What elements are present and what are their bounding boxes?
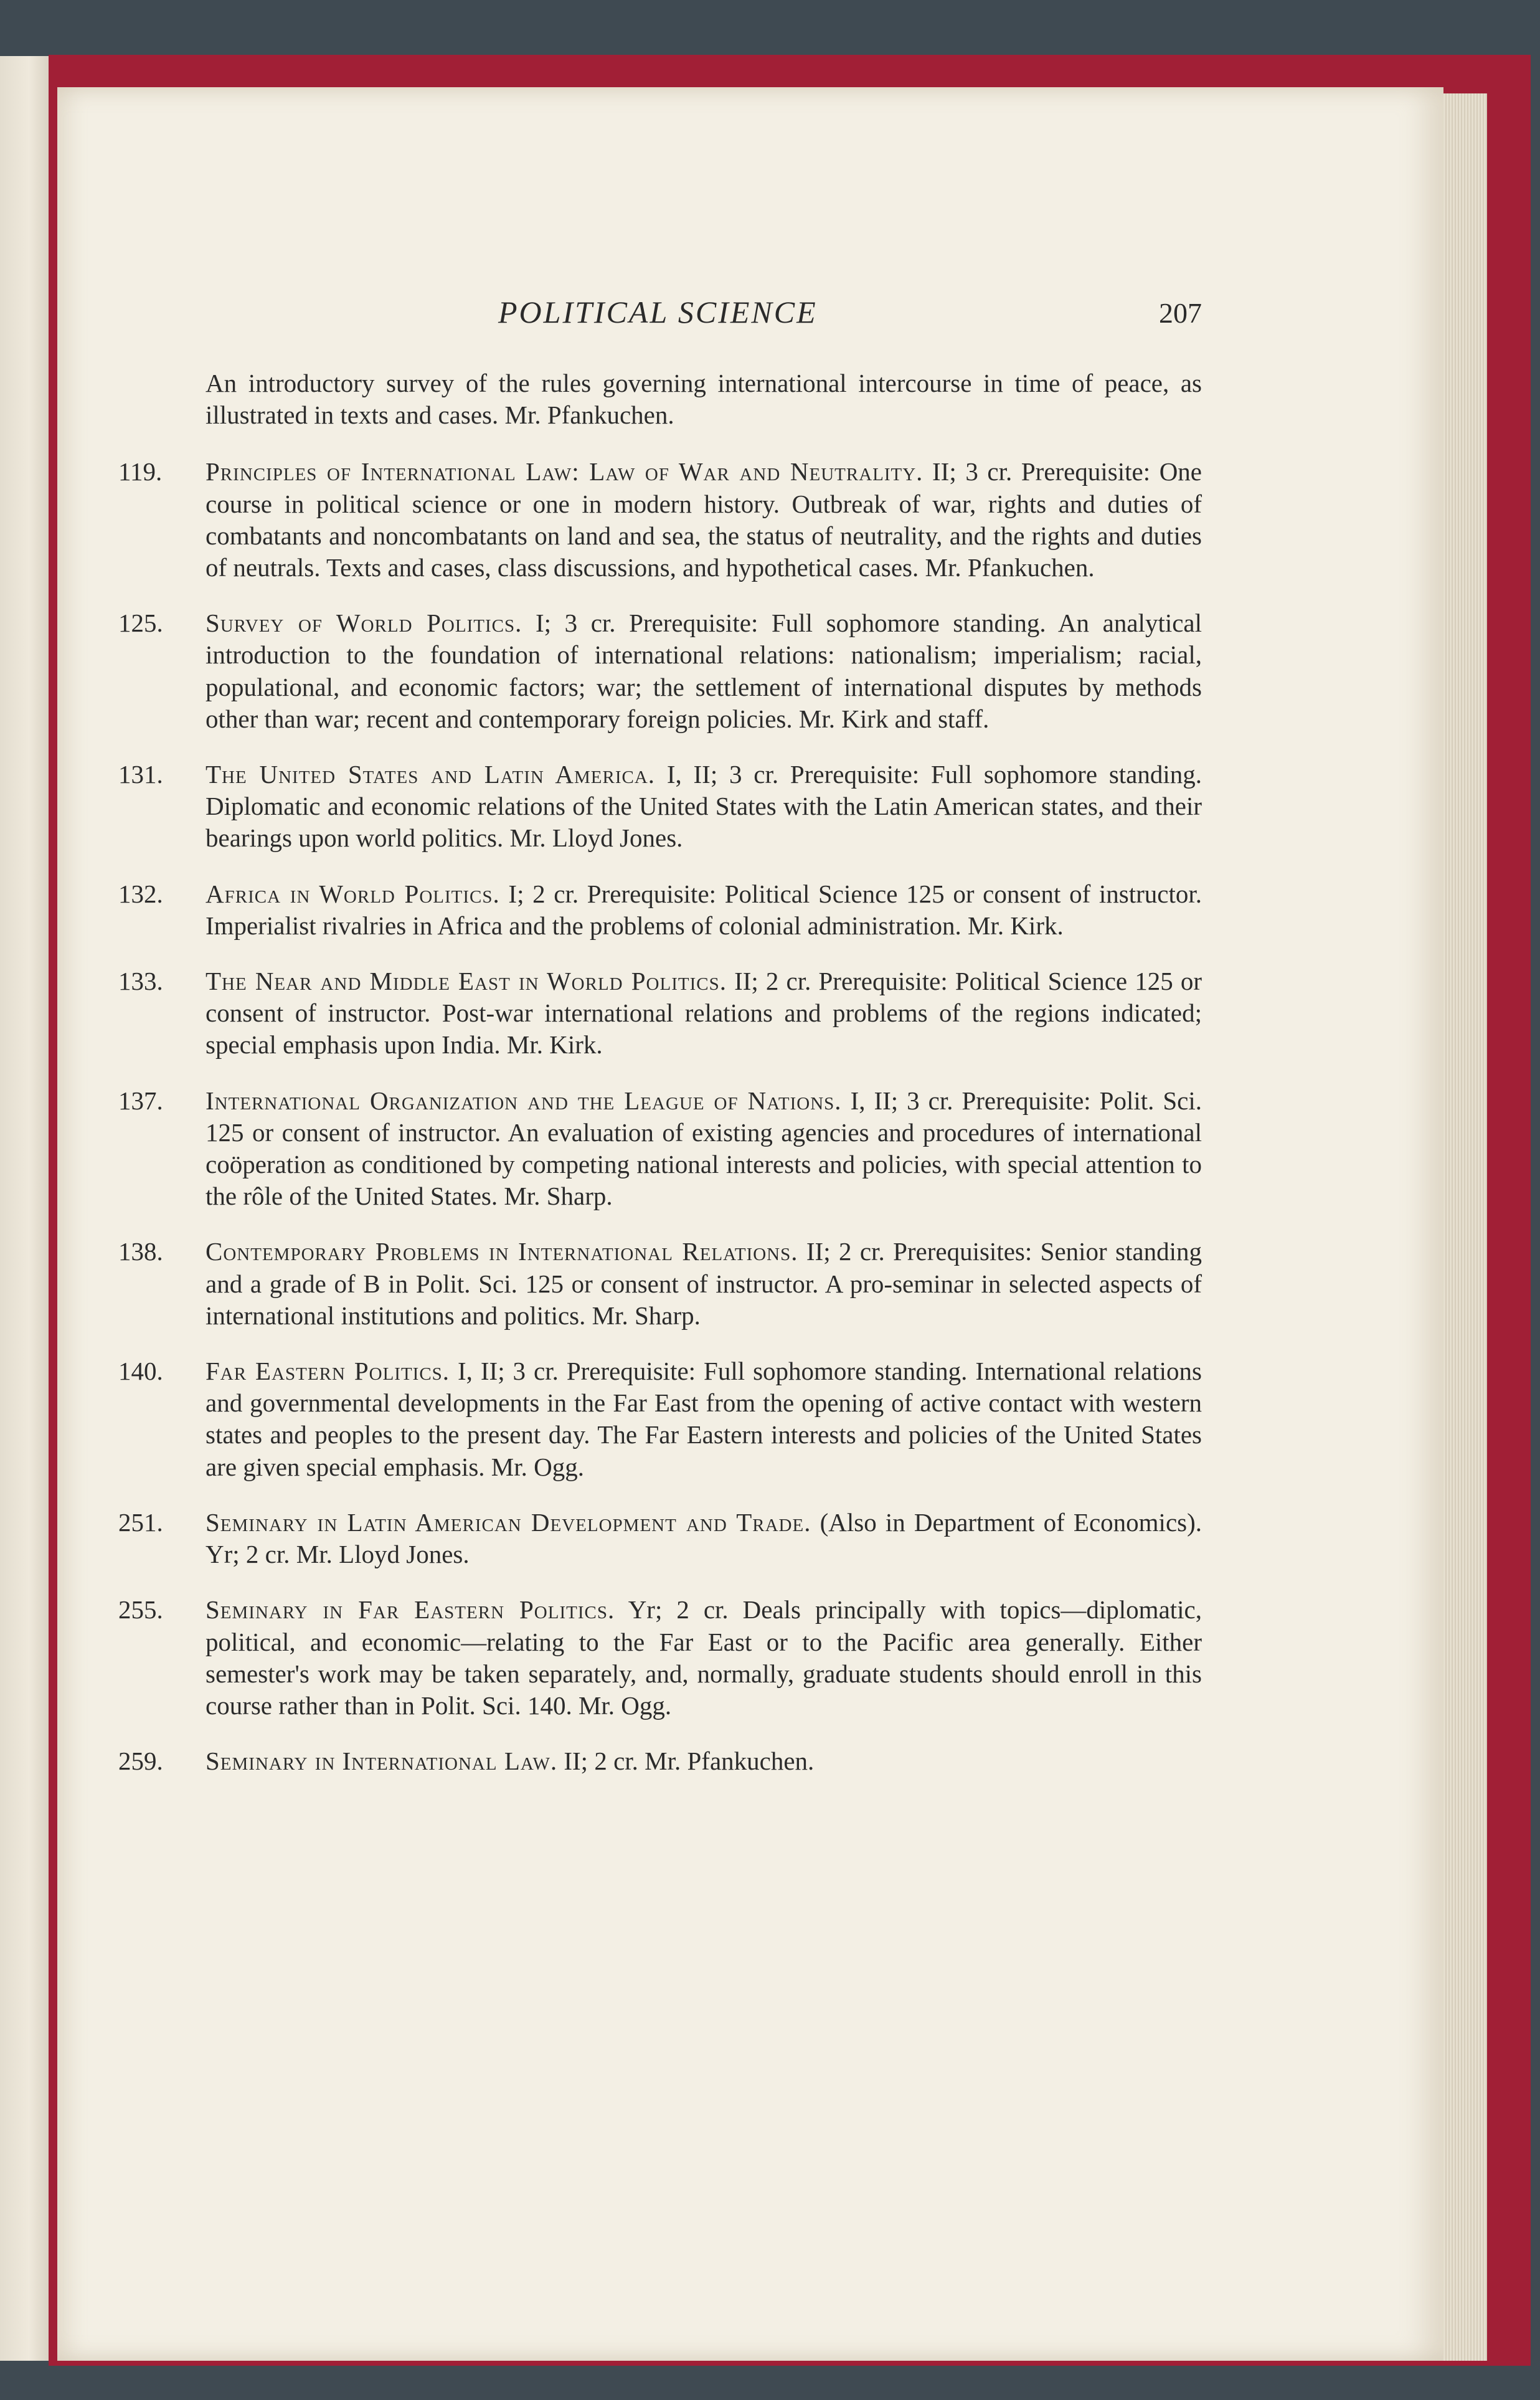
course-title: Africa in World Politics. xyxy=(205,879,500,908)
course-number: 132. xyxy=(118,879,163,908)
course-description: (Also in Department of Economics). Yr; 2 cr. Mr. Lloyd Jones. xyxy=(205,1507,1202,1569)
course-number: 137. xyxy=(118,1086,163,1115)
page-edges xyxy=(1443,93,1487,2361)
course-title: Contemporary Problems in International Relations. xyxy=(205,1237,798,1266)
course-title: The United States and Latin America. xyxy=(205,760,656,789)
course-entry xyxy=(118,1594,1202,1722)
course-title: Seminary in International Law. xyxy=(205,1747,558,1776)
course-description: II; 2 cr. Mr. Pfankuchen. xyxy=(564,1747,815,1776)
course-description: I; 3 cr. Prerequisite: Full sophomore standing. An analytical introduction to the foundation of international relations: nationalism; imperialism; racial, populational, and economic factors; war; the settlement of international disputes by methods other than war; recent and contemporary foreign policies. Mr. Kirk and staff. xyxy=(205,609,1202,733)
course-entry xyxy=(118,1355,1202,1483)
left-page-edge xyxy=(0,56,49,2361)
course-entry xyxy=(118,456,1202,584)
course-title: Survey of World Politics. xyxy=(205,609,522,638)
course-number: 125. xyxy=(118,609,163,638)
course-description: II; 2 cr. Prerequisites: Senior standing and a grade of B in Polit. Sci. 125 or consent of instructor. A pro-seminar in selected aspects of international institutions and politics. Mr. Sharp. xyxy=(205,1237,1202,1330)
course-number: 259. xyxy=(118,1747,163,1776)
course-title: Far Eastern Politics. xyxy=(205,1357,450,1386)
page-header xyxy=(199,294,1202,338)
course-entry xyxy=(118,1507,1202,1570)
course-number: 255. xyxy=(118,1595,163,1625)
course-number: 133. xyxy=(118,967,163,996)
course-description: I; 2 cr. Prerequisite: Political Science 125 or consent of instructor. Imperialist rivalries in Africa and the problems of colonial administration. Mr. Kirk. xyxy=(205,879,1202,940)
course-entry xyxy=(118,759,1202,855)
course-description: II; 2 cr. Prerequisite: Political Science 125 or consent of instructor. Post-war international relations and problems of the regions indicated; special emphasis upon India. Mr. Kirk. xyxy=(205,967,1202,1060)
course-entry xyxy=(118,1085,1202,1213)
page-number: 207 xyxy=(1159,297,1202,329)
course-description: II; 3 cr. Prerequisite: One course in political science or one in modern history. Outbreak of war, rights and duties of combatants and noncombatants on land and sea, the status of neutrality, and the rights and duties of neutrals. Texts and cases, class discussions, and hypothetical cases. Mr. Pfankuchen. xyxy=(205,457,1202,582)
course-number: 119. xyxy=(118,457,163,486)
course-description: I, II; 3 cr. Prerequisite: Full sophomore standing. Diplomatic and economic relations of the United States with the Latin American states, and their bearings upon world politics. Mr. Lloyd Jones. xyxy=(205,760,1202,853)
course-number: 131. xyxy=(118,760,163,789)
course-description: I, II; 3 cr. Prerequisite: Polit. Sci. 125 or consent of instructor. An evaluation of existing agencies and procedures of international coöperation as conditioned by competing national interests and policies, with special attention to the rôle of the United States. Mr. Sharp. xyxy=(205,1086,1202,1211)
course-entry xyxy=(118,607,1202,735)
course-number: 138. xyxy=(118,1237,163,1266)
course-description: Yr; 2 cr. Deals principally with topics—diplomatic, political, and economic—relating to the Far East or to the Pacific area generally. Either semester's work may be taken separately, and, normally, graduate students should enroll in this course rather than in Polit. Sci. 140. Mr. Ogg. xyxy=(205,1595,1202,1720)
course-entry xyxy=(118,1236,1202,1332)
running-head: POLITICAL SCIENCE xyxy=(498,295,818,330)
course-title: The Near and Middle East in World Politics. xyxy=(205,967,727,996)
course-title: Principles of International Law: Law of War and Neutrality. xyxy=(205,457,924,486)
course-number: 140. xyxy=(118,1357,163,1386)
course-title: International Organization and the League of Nations. xyxy=(205,1086,842,1115)
course-title: Seminary in Far Eastern Politics. xyxy=(205,1595,615,1625)
course-number: 251. xyxy=(118,1507,163,1537)
course-entry xyxy=(118,965,1202,1061)
intro-paragraph: An introductory survey of the rules governing international intercourse in time of peace, as illustrated in texts and cases. Mr. Pfankuchen. xyxy=(205,369,1202,430)
course-entry xyxy=(118,878,1202,942)
course-title: Seminary in Latin American Development and Trade. xyxy=(205,1507,811,1537)
course-entry xyxy=(118,1745,1202,1777)
course-description: I, II; 3 cr. Prerequisite: Full sophomore standing. International relations and governmental developments in the Far East from the opening of active contact with western states and peoples to the present day. The Far Eastern interests and policies of the United States are given special emphasis. Mr. Ogg. xyxy=(205,1357,1202,1481)
course-list xyxy=(118,456,1202,1777)
course-listing xyxy=(118,368,1202,1801)
